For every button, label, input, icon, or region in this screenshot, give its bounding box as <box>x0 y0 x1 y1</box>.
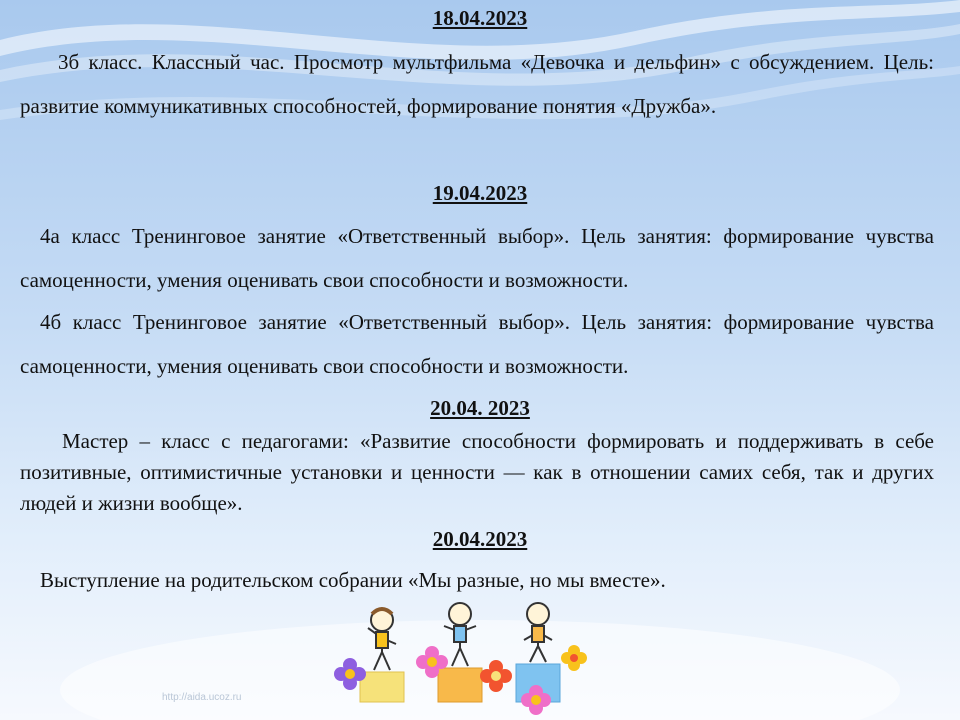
flower-icon <box>561 645 587 671</box>
section-date-4: 20.04.2023 <box>432 527 528 551</box>
stick-figure-kid-icon <box>524 603 552 662</box>
paragraph-4b-training: 4б класс Тренинговое занятие «Ответственный выбор». Цель занятия: формирование чувства самоценности, умения оценивать свои способности и возможности. <box>20 310 934 378</box>
kids-decoration <box>320 600 600 720</box>
watermark-url: http://aida.ucoz.ru <box>162 692 242 703</box>
flower-icon <box>480 660 512 692</box>
section-date-3: 20.04. 2023 <box>430 396 530 420</box>
stick-figure-kid-icon <box>444 603 476 666</box>
paragraph-4a-training: 4а класс Тренинговое занятие «Ответственный выбор». Цель занятия: формирование чувства самоценности, умения оценивать свои способности и возможности. <box>20 224 934 292</box>
paragraph-3b-class-hour: 3б класс. Классный час. Просмотр мультфильма «Девочка и дельфин» с обсуждением. Цель: развитие коммуникативных способностей, формирование понятия «Дружба». <box>20 50 934 118</box>
section-date-2: 19.04.2023 <box>432 181 528 205</box>
stick-figure-kid-icon <box>368 609 396 670</box>
paragraph-parent-meeting: Выступление на родительском собрании «Мы разные, но мы вместе». <box>40 568 666 592</box>
block-icon <box>438 668 482 702</box>
block-icon <box>360 672 404 702</box>
paragraph-master-class: Мастер – класс с педагогами: «Развитие способности формировать и поддерживать в себе позитивные, оптимистичные установки и ценности — как в отношении самих себя, так и других людей и жизни вообще». <box>20 429 934 515</box>
section-date-1: 18.04.2023 <box>432 6 528 30</box>
